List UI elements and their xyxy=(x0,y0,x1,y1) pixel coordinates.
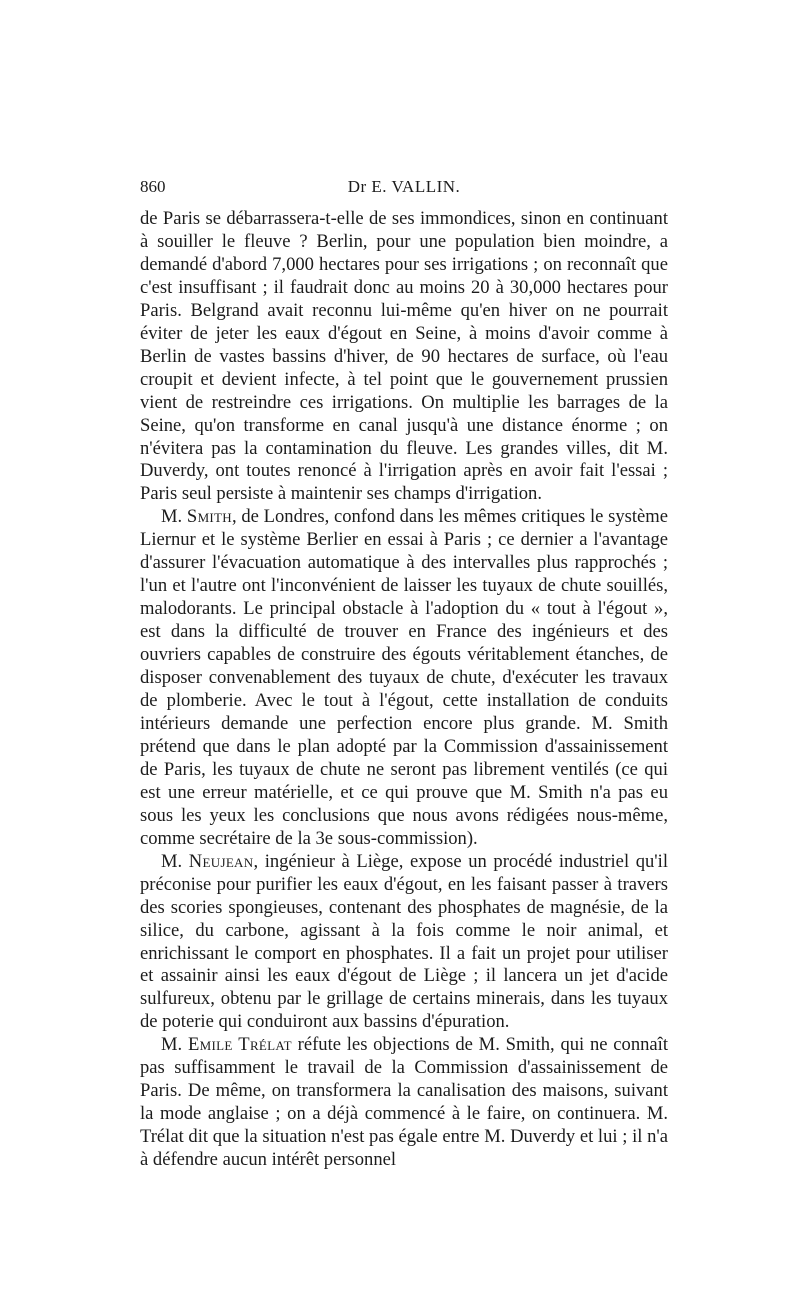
paragraph-lead: M. xyxy=(161,1034,188,1056)
paragraph-lead: M. xyxy=(161,850,189,872)
running-head: Dr E. VALLIN. xyxy=(347,177,461,196)
speaker-name: Neujean xyxy=(188,850,254,872)
paragraph-lead: M. xyxy=(161,506,187,528)
page-header xyxy=(140,176,668,202)
paragraph-smith xyxy=(140,506,668,850)
paragraph-text: , ingénieur à Liège, expose un procédé industriel qu'il préconise pour purifier les eaux d'égout, en les faisant passer à travers des scories spongieuses, contenant des phosphates de magnésie, de la silice, du carbone, agissant à la fois comme le noir animal, et enrichissant le comport en phosphates. Il a fait un projet pour utiliser et assainir ainsi les eaux d'égout de Liège ; il lancera un jet d'acide sulfureux, obtenu par le grillage de certains minerais, dans les tuyaux de poterie qui conduiront aux bassins d'épuration. xyxy=(140,850,668,1033)
paragraph-text: de Paris se débarrassera-t-elle de ses immondices, sinon en continuant à souiller le fleuve ? Berlin, pour une population bien moindre, a demandé d'abord 7,000 hectares pour ses irrigations ; on reconnaît que c'est insuffisant ; il faudrait donc au moins 20 à 30,000 hectares pour Paris. Belgrand avait reconnu lui-même qu'en hiver on ne pourrait éviter de jeter les eaux d'égout en Seine, à moins d'avoir comme à Berlin de vastes bassins d'hiver, de 90 hectares de surface, où l'eau croupit et devient infecte, à tel point que le gouvernement prussien vient de restreindre ces irrigations. On multiplie les barrages de la Seine, qu'on transforme en canal jusqu'à une distance énorme ; on n'évitera pas la contamination du fleuve. Les grandes villes, dit M. Duverdy, ont toutes renoncé à l'irrigation après en avoir fait l'essai ; Paris seul persiste à maintenir ses champs d'irrigation. xyxy=(140,208,668,505)
paragraph-berlin-irrigation xyxy=(140,208,668,506)
book-page xyxy=(140,176,668,1172)
paragraph-trelat xyxy=(140,1034,668,1172)
speaker-name: Emile Trélat xyxy=(187,1034,292,1056)
paragraph-text: réfute les objections de M. Smith, qui ne connaît pas suffisamment le travail de la Commission d'assainissement de Paris. De même, on transformera la canalisation des maisons, suivant la mode anglaise ; on a déjà commencé à le faire, on continuera. M. Trélat dit que la situation n'est pas égale entre M. Duverdy et lui ; il n'a à défendre aucun intérêt personnel xyxy=(140,1034,668,1171)
speaker-name: Smith xyxy=(186,506,232,528)
paragraph-neujean xyxy=(140,851,668,1035)
page-number: 860 xyxy=(140,177,166,196)
paragraph-text: , de Londres, confond dans les mêmes critiques le système Liernur et le système Berlier en essai à Paris ; ce dernier a l'avantage d'assurer l'évacuation automatique à des intervalles plus rapprochés ; l'un et l'autre ont l'inconvénient de laisser les tuyaux de chute souillés, malodorants. Le principal obstacle à l'adoption du « tout à l'égout », est dans la difficulté de trouver en France des ingénieurs et des ouvriers capables de construire des égouts véritablement étanches, de disposer convenablement des tuyaux de chute, d'exécuter les travaux de plomberie. Avec le tout à l'égout, cette installation de conduits intérieurs demande une perfection encore plus grande. M. Smith prétend que dans le plan adopté par la Commission d'assainissement de Paris, les tuyaux de chute ne seront pas librement ventilés (ce qui est une erreur matérielle, et ce qui prouve que M. Smith n'a pas eu sous les yeux les conclusions que nous avons rédigées nous-même, comme secrétaire de la 3e sous-commission). xyxy=(140,506,668,849)
